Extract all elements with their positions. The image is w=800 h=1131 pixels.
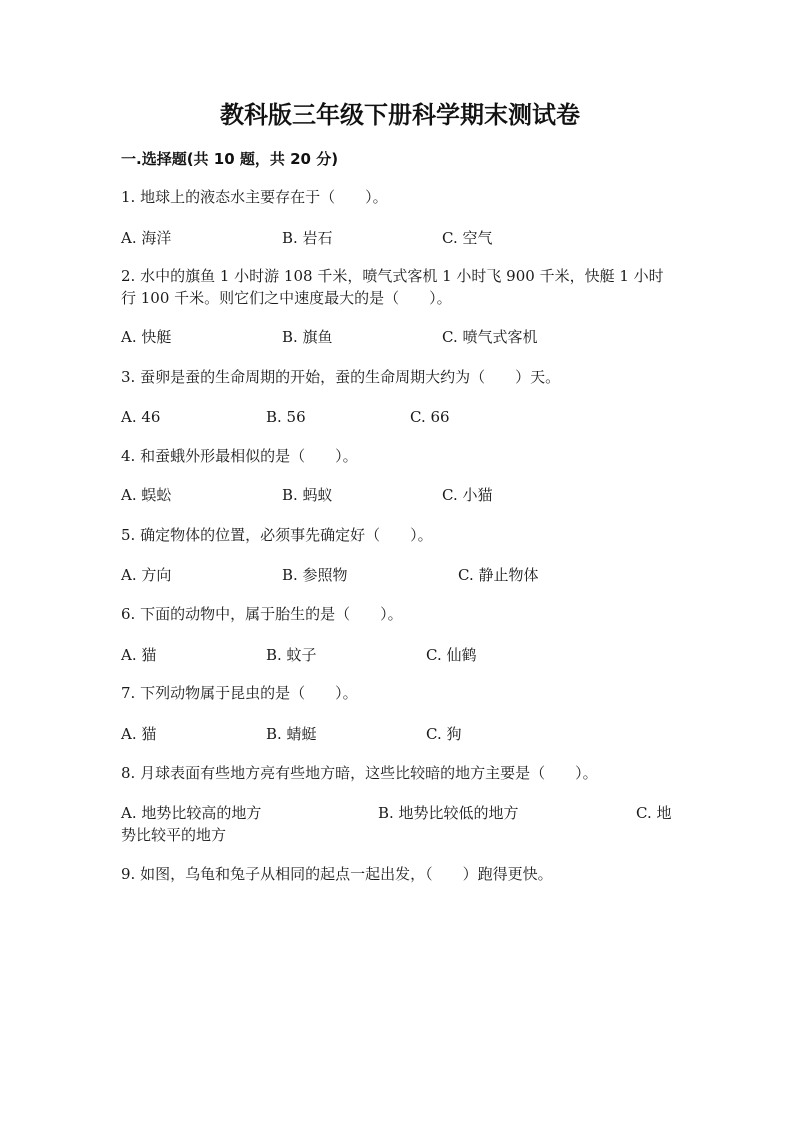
q1-option-a: A. 海洋 — [121, 229, 172, 247]
q3-option-a: A. 46 — [121, 408, 161, 426]
question-9: 9. 如图，乌龟和兔子从相同的起点一起出发，（ ）跑得更快。 — [121, 865, 553, 883]
q2-option-c: C. 喷气式客机 — [442, 328, 538, 346]
question-1: 1. 地球上的液态水主要存在于（ ）。 — [121, 188, 388, 206]
q8-option-c: C. 地 — [636, 804, 672, 822]
q1-option-b: B. 岩石 — [282, 229, 333, 247]
q5-option-b: B. 参照物 — [282, 566, 348, 584]
q6-option-a: A. 猫 — [121, 646, 157, 664]
question-2-line-2: 行 100 千米。则它们之中速度最大的是（ ）。 — [121, 289, 452, 307]
q2-option-b: B. 旗鱼 — [282, 328, 333, 346]
q7-option-b: B. 蜻蜓 — [266, 725, 317, 743]
question-5: 5. 确定物体的位置，必须事先确定好（ ）。 — [121, 526, 433, 544]
q4-option-b: B. 蚂蚁 — [282, 486, 333, 504]
q2-option-a: A. 快艇 — [121, 328, 172, 346]
q7-option-a: A. 猫 — [121, 725, 157, 743]
q3-option-c: C. 66 — [410, 408, 450, 426]
question-6: 6. 下面的动物中，属于胎生的是（ ）。 — [121, 605, 403, 623]
q8-option-c-continued: 势比较平的地方 — [121, 826, 227, 844]
q8-option-a: A. 地势比较高的地方 — [121, 804, 262, 822]
q3-option-b: B. 56 — [266, 408, 306, 426]
q6-option-c: C. 仙鹤 — [426, 646, 477, 664]
section-heading: 一.选择题(共 10 题，共 20 分) — [121, 150, 339, 168]
q6-option-b: B. 蚊子 — [266, 646, 317, 664]
q4-option-c: C. 小猫 — [442, 486, 493, 504]
question-2-line-1: 2. 水中的旗鱼 1 小时游 108 千米，喷气式客机 1 小时飞 900 千米，快艇 1 小时 — [121, 267, 664, 285]
page-title: 教科版三年级下册科学期末测试卷 — [220, 101, 580, 129]
question-7: 7. 下列动物属于昆虫的是（ ）。 — [121, 684, 358, 702]
question-3: 3. 蚕卵是蚕的生命周期的开始，蚕的生命周期大约为（ ）天。 — [121, 368, 561, 386]
question-4: 4. 和蚕蛾外形最相似的是（ ）。 — [121, 447, 358, 465]
q7-option-c: C. 狗 — [426, 725, 462, 743]
q4-option-a: A. 蜈蚣 — [121, 486, 172, 504]
q5-option-a: A. 方向 — [121, 566, 172, 584]
question-8: 8. 月球表面有些地方亮有些地方暗，这些比较暗的地方主要是（ ）。 — [121, 764, 598, 782]
q8-option-b: B. 地势比较低的地方 — [378, 804, 519, 822]
q1-option-c: C. 空气 — [442, 229, 493, 247]
q5-option-c: C. 静止物体 — [458, 566, 539, 584]
